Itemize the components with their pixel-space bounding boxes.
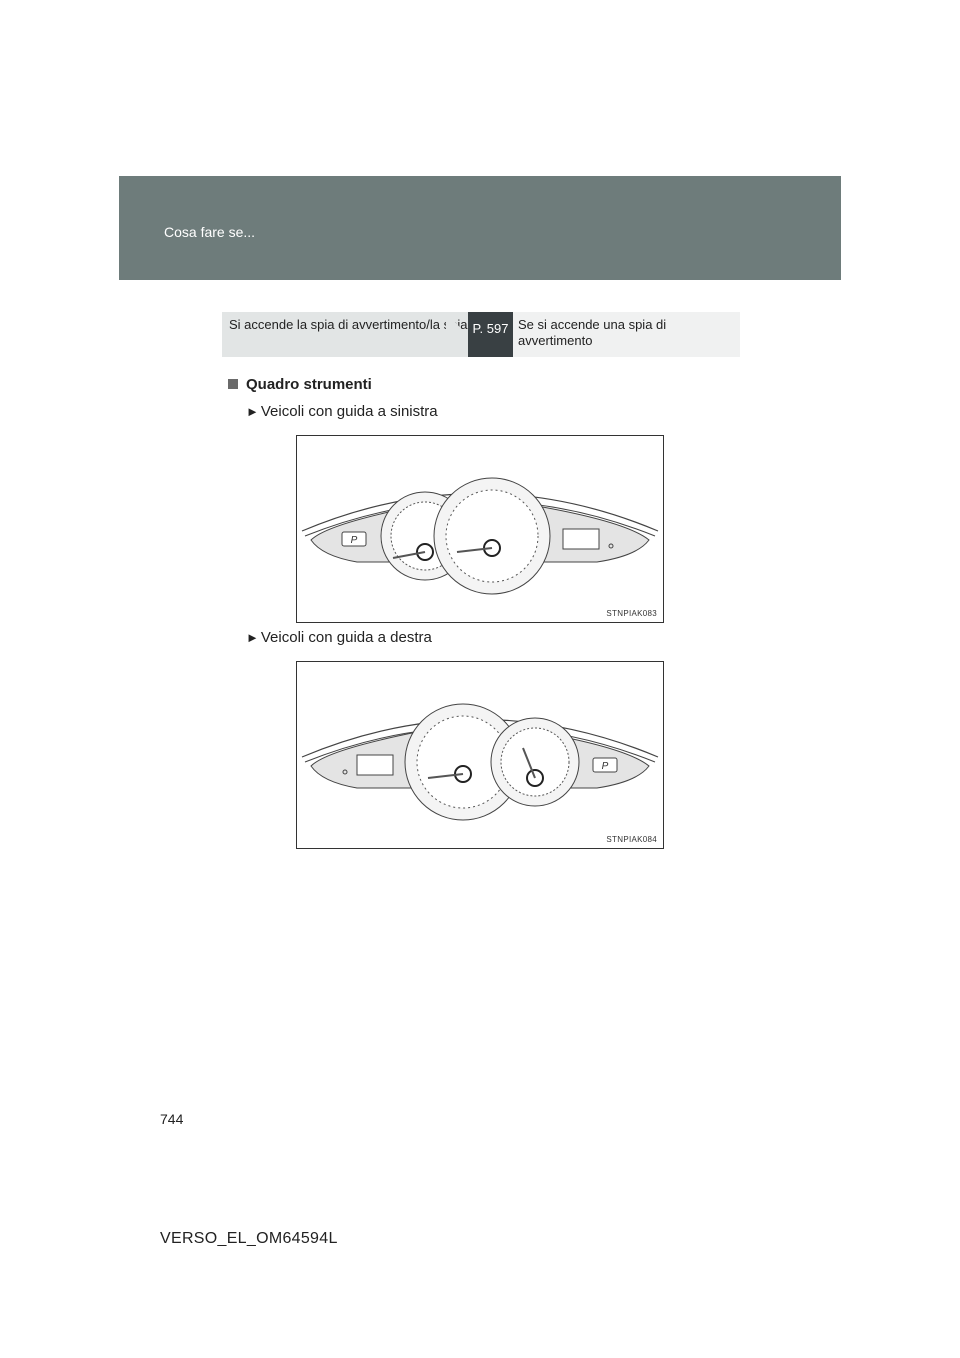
instrument-cluster-illustration-rhd <box>297 662 663 848</box>
lhd-cluster-figure <box>296 435 664 623</box>
chapter-title: Cosa fare se... <box>164 224 256 240</box>
svg-text:P: P <box>350 535 358 546</box>
svg-text:P: P <box>601 761 609 772</box>
lhd-label: Veicoli con guida a sinistra <box>260 403 438 420</box>
page-number: 744 <box>160 1111 184 1127</box>
square-bullet-icon <box>228 379 238 389</box>
rhd-figure-code: STNPIAK084 <box>606 835 657 844</box>
reference-target <box>513 312 740 357</box>
section-heading <box>228 376 372 393</box>
reference-origin-text: Si accende la spia di avvertimento/la spia <box>229 317 468 332</box>
rhd-cluster-figure <box>296 661 664 849</box>
triangle-bullet-icon: ► <box>246 404 259 419</box>
page-reference-link[interactable] <box>468 312 513 357</box>
reference-origin <box>222 312 468 357</box>
lhd-subheading <box>246 403 438 420</box>
chapter-header <box>119 176 841 280</box>
rhd-label: Veicoli con guida a destra <box>260 629 432 646</box>
rhd-subheading <box>246 629 432 646</box>
reference-target-text: Se si accende una spia di avvertimento <box>518 317 667 348</box>
lhd-figure-code: STNPIAK083 <box>606 609 657 618</box>
triangle-bullet-icon: ► <box>246 630 259 645</box>
page-reference-label: P. 597 <box>472 321 509 336</box>
document-id: VERSO_EL_OM64594L <box>160 1230 338 1247</box>
cross-reference-bar <box>222 312 740 357</box>
arrow-icon <box>446 312 466 356</box>
instrument-cluster-illustration-lhd <box>297 436 663 622</box>
section-heading-text: Quadro strumenti <box>246 376 372 393</box>
